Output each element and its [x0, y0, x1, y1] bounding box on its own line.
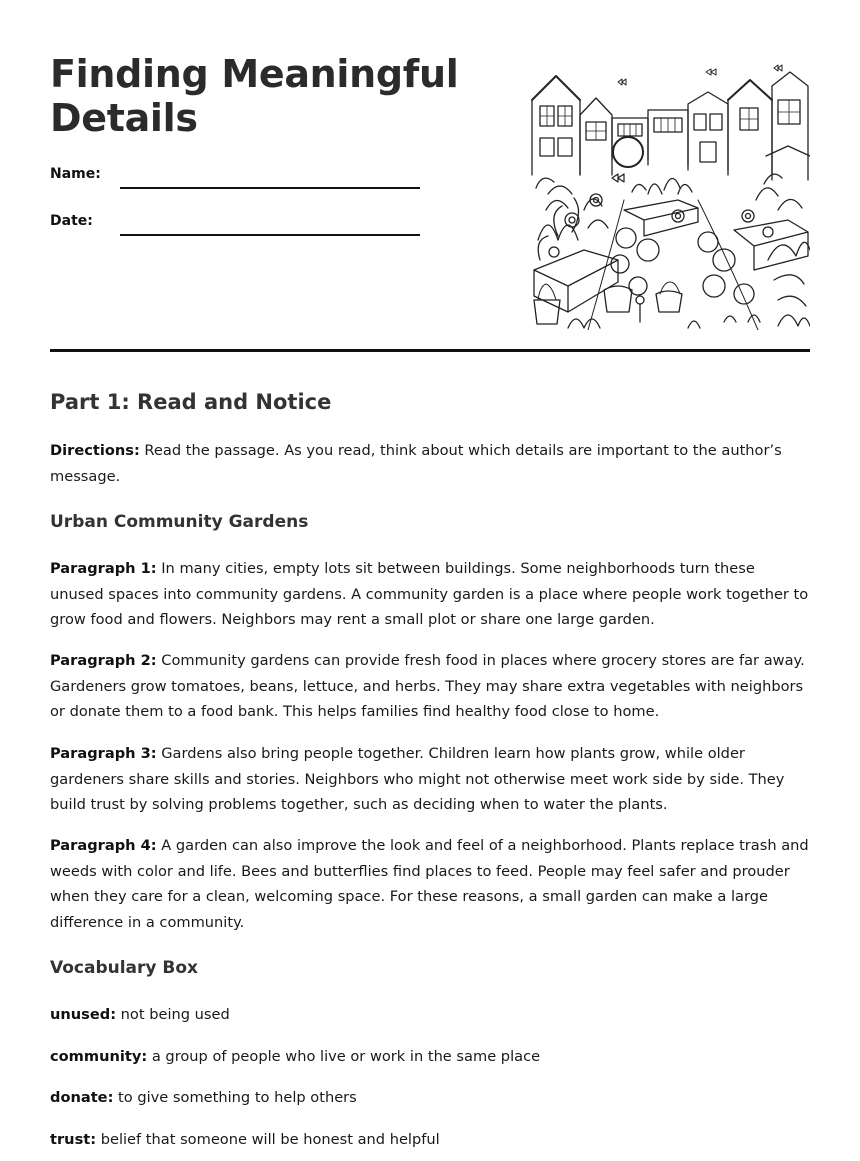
vocab-definition: not being used [116, 1006, 230, 1023]
raised-bed-center [624, 200, 698, 236]
vocab-item-unused [50, 1002, 810, 1028]
paragraph-text: Community gardens can provide fresh food in places where grocery stores are far away. Gardeners grow tomatoes, beans, lettuce, and herbs. They may share extra vegetables with neighbors or donate them to a food bank. This helps families find healthy food close to home. [50, 652, 805, 720]
vocab-term: unused: [50, 1006, 117, 1023]
passage-title: Urban Community Gardens [50, 512, 309, 532]
pot-left [534, 300, 560, 324]
directions-text: Read the passage. As you read, think about which details are important to the author’s message. [50, 442, 782, 485]
house-far-right [772, 72, 808, 180]
vocab-item-trust [50, 1127, 810, 1153]
paragraph-3 [50, 741, 810, 818]
paragraph-label: Paragraph 2: [50, 652, 157, 669]
paragraph-label: Paragraph 3: [50, 745, 157, 762]
vocab-term: donate: [50, 1089, 114, 1106]
directions [50, 438, 810, 489]
vocabulary-heading: Vocabulary Box [50, 958, 199, 978]
paragraph-text: Gardens also bring people together. Children learn how plants grow, while older gardeners share skills and stories. Neighbors who might not otherwise meet work side by side. They build trust by solving problems together, such as deciding when to water the plants. [50, 745, 785, 813]
vocab-term: trust: [50, 1131, 97, 1148]
community-garden-illustration [528, 60, 810, 330]
part1-heading: Part 1: Read and Notice [50, 390, 332, 414]
name-label: Name: [50, 166, 101, 182]
paragraph-2 [50, 648, 810, 725]
pot-center [604, 286, 632, 312]
vocab-item-donate [50, 1085, 810, 1111]
directions-label: Directions: [50, 442, 140, 459]
paragraph-label: Paragraph 4: [50, 837, 157, 854]
house-right-1 [688, 92, 728, 170]
date-label: Date: [50, 213, 93, 229]
house-left [532, 76, 580, 175]
vocab-definition: belief that someone will be honest and helpful [96, 1131, 440, 1148]
paragraph-text: In many cities, empty lots sit between buildings. Some neighborhoods turn these unused spaces into community gardens. A community garden is a place where people work together to grow food and flowers. Neighbors may rent a small plot or share one large garden. [50, 560, 809, 628]
paragraph-label: Paragraph 1: [50, 560, 157, 577]
vocab-definition: a group of people who live or work in the same place [147, 1048, 541, 1065]
date-field[interactable] [120, 234, 420, 236]
paragraph-text: A garden can also improve the look and feel of a neighborhood. Plants replace trash and weeds with color and life. Bees and butterflies find places to feed. People may feel safer and prouder when they care for a clean, welcoming space. For these reasons, a small garden can make a large difference in a community. [50, 837, 809, 931]
vocab-term: community: [50, 1048, 148, 1065]
worksheet-title: Finding Meaningful Details [50, 52, 459, 140]
paragraph-1 [50, 556, 810, 633]
name-field[interactable] [120, 187, 420, 189]
paragraph-4 [50, 833, 810, 935]
section-divider [50, 349, 810, 352]
vocab-definition: to give something to help others [113, 1089, 357, 1106]
vocab-item-community [50, 1044, 810, 1070]
